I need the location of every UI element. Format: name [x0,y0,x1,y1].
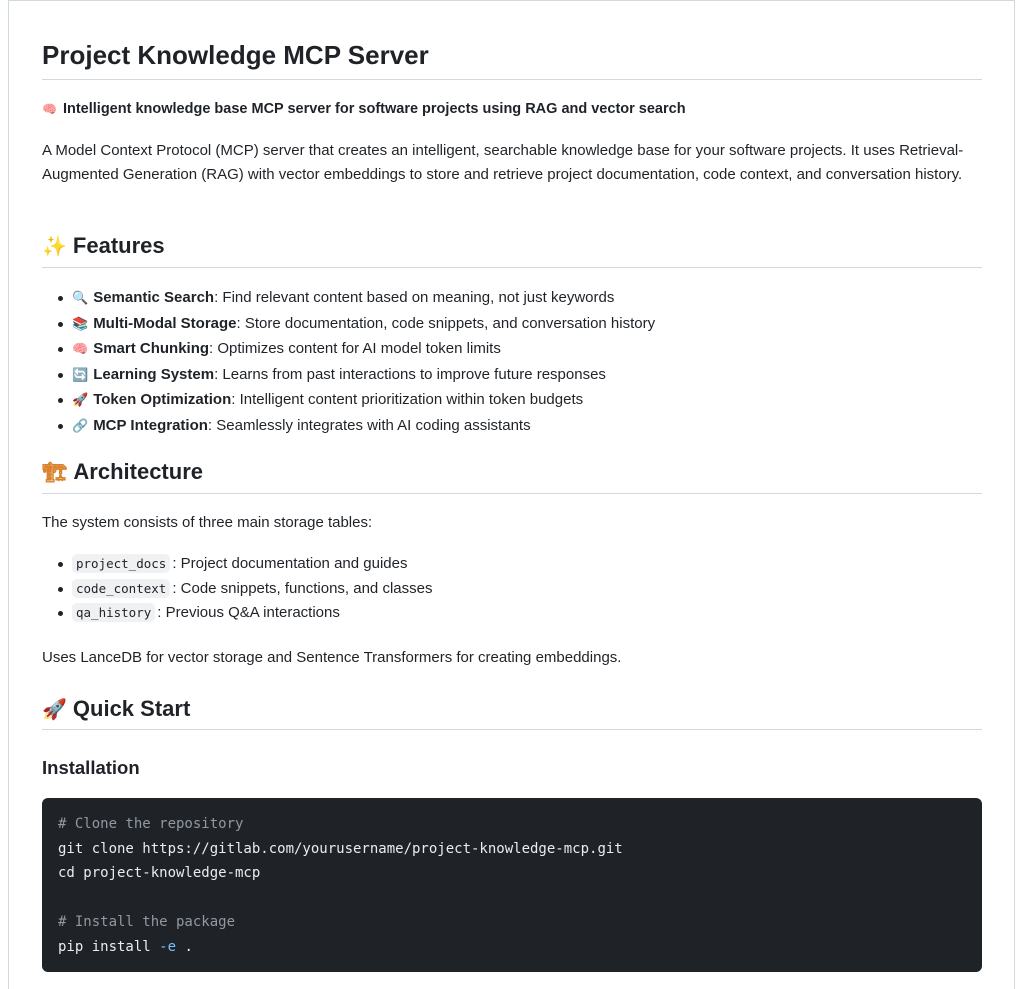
intro-paragraph: A Model Context Protocol (MCP) server that creates an intelligent, searchable knowledge base for your software projects. It uses Retrieval-Augmented Generation (RAG) with vector embeddings to store and retrieve project documentation, code context, and conversation history. [42,142,964,183]
installation-heading: Installation [42,757,140,778]
features-list [42,286,982,439]
magnifier-icon: 🔍 [72,291,89,306]
books-icon: 📚 [72,316,89,332]
page-title: Project Knowledge MCP Server [42,40,429,70]
table-desc: : Previous Q&A interactions [157,604,340,621]
table-item [58,552,982,577]
feature-name: Smart Chunking [93,340,210,357]
brain-icon: 🧠 [72,342,89,357]
link-icon: 🔗 [72,418,89,434]
feature-desc: : Optimizes content for AI model token limits [209,340,501,357]
code-arg: . [176,938,193,955]
table-item [58,601,982,626]
feature-name: MCP Integration [93,416,208,434]
title-divider [42,79,982,80]
feature-item [58,363,982,389]
features-heading [42,231,982,261]
feature-desc: : Store documentation, code snippets, and conversation history [236,314,656,332]
code-flag: -e [159,938,177,955]
storage-tables-list [42,552,982,626]
feature-item [58,312,982,338]
architecture-heading-text: Architecture [73,459,203,484]
features-heading-text: Features [72,233,165,258]
feature-item [58,388,982,414]
feature-desc: : Find relevant content based on meaning, not just keywords [214,289,615,306]
tagline-text: Intelligent knowledge base MCP server for software projects using RAG and vector search [62,101,686,117]
architecture-heading [42,457,982,487]
architecture-divider [42,493,982,494]
table-desc: : Project documentation and guides [172,555,408,572]
code-command: pip install [58,938,160,955]
table-name-code: qa_history [72,603,155,622]
feature-name: Semantic Search [93,289,215,306]
architecture-intro: The system consists of three main storage tables: [42,514,373,531]
feature-desc: : Seamlessly integrates with AI coding assistants [207,416,531,434]
code-blank-line [58,886,966,911]
refresh-icon: 🔄 [72,367,89,383]
quickstart-divider [42,729,982,730]
install-code-block[interactable] [42,798,982,972]
quickstart-heading [42,694,982,724]
table-name-code: code_context [72,579,170,598]
feature-item [58,337,982,363]
feature-item [58,414,982,440]
feature-desc: : Intelligent content prioritization within token budgets [231,391,584,408]
tagline [42,99,982,119]
brain-icon: 🧠 [42,102,57,116]
code-line: git clone https://gitlab.com/yourusername/project-knowledge-mcp.git [58,840,623,857]
sparkles-icon: ✨ [42,234,67,258]
quickstart-heading-text: Quick Start [72,696,191,721]
feature-name: Multi-Modal Storage [93,314,237,332]
rocket-icon: 🚀 [42,697,67,721]
feature-item [58,286,982,312]
table-desc: : Code snippets, functions, and classes [172,579,433,597]
feature-name: Token Optimization [93,391,232,408]
feature-desc: : Learns from past interactions to improve future responses [214,365,606,383]
feature-name: Learning System [93,365,215,383]
code-line [58,935,966,960]
rocket-icon: 🚀 [72,393,89,408]
architecture-outro: Uses LanceDB for vector storage and Sentence Transformers for creating embeddings. [42,649,622,666]
features-divider [42,267,982,268]
code-comment: # Install the package [58,914,236,930]
construction-icon: 🏗 [42,460,68,484]
table-item [58,577,982,602]
code-line: cd project-knowledge-mcp [58,865,261,881]
table-name-code: project_docs [72,554,170,573]
code-comment: # Clone the repository [58,816,244,832]
